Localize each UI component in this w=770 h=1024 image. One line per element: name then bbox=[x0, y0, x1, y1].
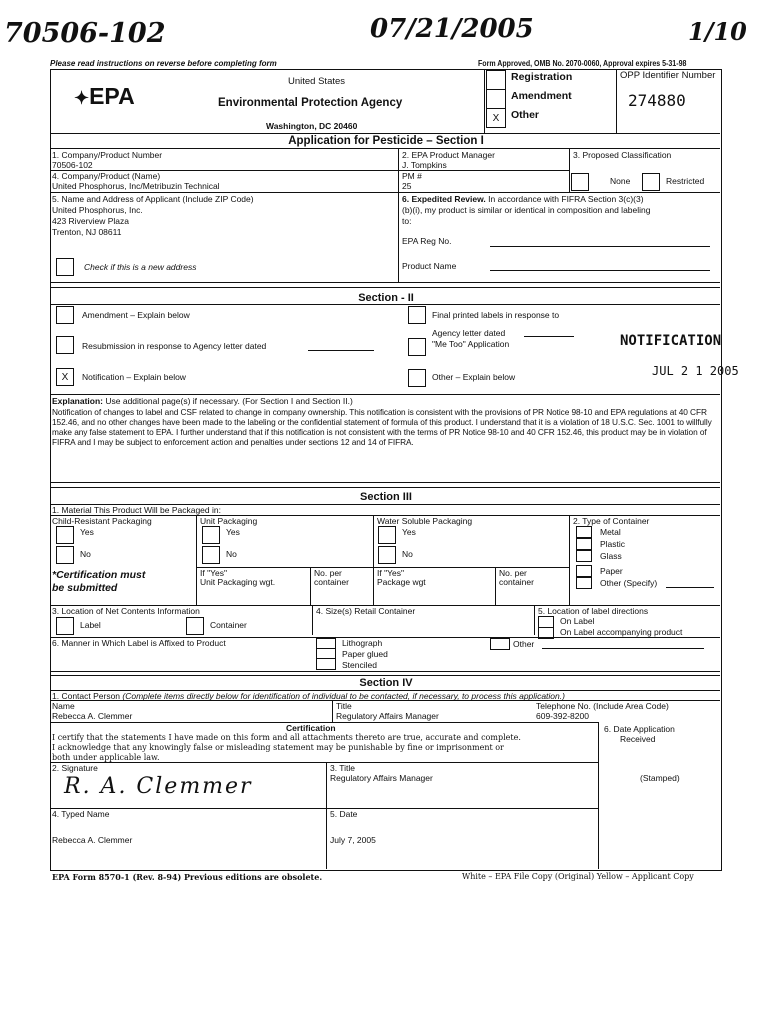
epa-application-form bbox=[50, 59, 739, 882]
plastic-label: Plastic bbox=[600, 539, 626, 549]
metal-checkbox[interactable] bbox=[576, 526, 592, 538]
water-soluble-yes-checkbox[interactable] bbox=[378, 526, 396, 544]
telephone-label: Telephone No. (Include Area Code) bbox=[536, 701, 669, 711]
paper-label: Paper bbox=[600, 566, 623, 576]
registration-checkbox[interactable] bbox=[486, 70, 506, 90]
section-iv-title: Section IV bbox=[359, 677, 413, 689]
me-too-label: "Me Too" Application bbox=[432, 339, 510, 349]
registration-label: Registration bbox=[511, 71, 573, 83]
expedited-review-label: 6. Expedited Review. In accordance with FIFRA Section 3(c)(3) bbox=[402, 194, 644, 204]
agency-letter-date-field[interactable] bbox=[524, 336, 574, 337]
certification-line2: I acknowledge that any knowingly false or misleading statement may be punishable by fine or imprisonment or bbox=[52, 743, 504, 752]
stenciled-label: Stenciled bbox=[342, 660, 377, 670]
typed-name-value: Rebecca A. Clemmer bbox=[52, 835, 133, 845]
typed-name-label: 4. Typed Name bbox=[52, 809, 110, 819]
lithograph-label: Lithograph bbox=[342, 638, 383, 648]
pm-number-label: PM # bbox=[402, 171, 422, 181]
date-value: July 7, 2005 bbox=[330, 835, 376, 845]
child-resistant-yes-checkbox[interactable] bbox=[56, 526, 74, 544]
affix-other-field[interactable] bbox=[542, 648, 704, 649]
certification-must-line1: *Certification must bbox=[52, 569, 146, 581]
expedited-review-line3: to: bbox=[402, 216, 412, 226]
water-soluble-no-label: No bbox=[402, 549, 413, 559]
me-too-checkbox[interactable] bbox=[408, 338, 426, 356]
omb-approval: Form Approved, OMB No. 2070-0060, Approval expires 5-31-98 bbox=[478, 59, 687, 68]
company-product-number-label: 1. Company/Product Number bbox=[52, 150, 163, 160]
other-explain-label: Other – Explain below bbox=[432, 372, 516, 382]
amendment-explain-label: Amendment – Explain below bbox=[82, 310, 190, 320]
agency-letter-label: Agency letter dated bbox=[432, 328, 506, 338]
applicant-address-line2: 423 Riverview Plaza bbox=[52, 216, 130, 226]
unit-packaging-no-label: No bbox=[226, 549, 237, 559]
water-if-yes: If "Yes" bbox=[377, 568, 404, 578]
unit-container: container bbox=[314, 577, 349, 587]
unit-packaging-yes-checkbox[interactable] bbox=[202, 526, 220, 544]
other-label: Other bbox=[511, 109, 540, 121]
net-contents-location-label: 3. Location of Net Contents Information bbox=[52, 606, 200, 616]
date-label: 5. Date bbox=[330, 809, 358, 819]
section-iii-title: Section III bbox=[360, 491, 412, 503]
certification-heading: Certification bbox=[286, 723, 336, 733]
final-labels-checkbox[interactable] bbox=[408, 306, 426, 324]
none-label: None bbox=[610, 176, 631, 186]
signature: R. A. Clemmer bbox=[64, 774, 253, 799]
new-address-label: Check if this is a new address bbox=[84, 262, 197, 272]
opp-identifier-label: OPP Identifier Number bbox=[620, 70, 716, 81]
product-name-field[interactable] bbox=[490, 270, 710, 271]
metal-label: Metal bbox=[600, 527, 621, 537]
epa-logo-text: EPA bbox=[89, 83, 135, 109]
glass-label: Glass bbox=[600, 551, 622, 561]
restricted-label: Restricted bbox=[666, 176, 705, 186]
explanation-text: Notification of changes to label and CSF related to change in company ownership. This notification is consistent with the provisions of PR Notice 98-10 and EPA regulations at 40 CFR 152.46, and no other changes have been made to the labeling or the confidential statement of formula of this product. I understand that it is a violation of 18 U.S.C. Sec. 1001 to willfully make any false statement to EPA. I further understand that if this notification is not consistent with the terms of PR Notice 98-10 and 40 CFR 152.46, this product may be in violation of FIFRA and I may be subject to enforcement action and penalties under sections 12 and 14 of FIFRA. bbox=[52, 407, 712, 447]
pm-number-value: 25 bbox=[402, 181, 412, 191]
title3-label: 3. Title bbox=[330, 763, 356, 773]
other-specify-checkbox[interactable] bbox=[576, 577, 592, 589]
water-container: container bbox=[499, 577, 534, 587]
water-no-per: No. per bbox=[499, 568, 527, 578]
applicant-address-line1: United Phosphorus, Inc. bbox=[52, 205, 143, 215]
child-resistant-no-label: No bbox=[80, 549, 91, 559]
net-label-label: Label bbox=[80, 620, 101, 630]
epa-logo-icon: ✦ bbox=[74, 88, 90, 108]
unit-packaging-no-checkbox[interactable] bbox=[202, 546, 220, 564]
unit-packaging-yes-label: Yes bbox=[226, 527, 240, 537]
certification-line1: I certify that the statements I have made on this form and all attachments thereto are true, accurate and complete. bbox=[52, 733, 521, 742]
contact-title-value: Regulatory Affairs Manager bbox=[336, 711, 439, 721]
child-resistant-label: Child-Resistant Packaging bbox=[52, 516, 152, 526]
on-label-label: On Label bbox=[560, 616, 595, 626]
label-affixed-label: 6. Manner in Which Label is Affixed to Product bbox=[52, 638, 226, 648]
other-specify-field[interactable] bbox=[666, 587, 714, 588]
unit-if-yes: If "Yes" bbox=[200, 568, 227, 578]
stamped-label: (Stamped) bbox=[640, 773, 680, 783]
amendment-explain-checkbox[interactable] bbox=[56, 306, 74, 324]
company-product-number-value: 70506-102 bbox=[52, 160, 93, 170]
water-soluble-no-checkbox[interactable] bbox=[378, 546, 396, 564]
type-of-container-label: 2. Type of Container bbox=[573, 516, 650, 526]
handwritten-page-count: 1/10 bbox=[688, 17, 747, 46]
company-product-name-value: United Phosphorus, Inc/Metribuzin Technical bbox=[52, 181, 220, 191]
opp-identifier-value: 274880 bbox=[628, 91, 686, 110]
epa-reg-no-label: EPA Reg No. bbox=[402, 236, 452, 246]
company-product-name-label: 4. Company/Product (Name) bbox=[52, 171, 161, 181]
epa-product-manager-label: 2. EPA Product Manager bbox=[402, 150, 495, 160]
epa-reg-no-field[interactable] bbox=[490, 246, 710, 247]
unit-packaging-label: Unit Packaging bbox=[200, 516, 258, 526]
epa-logo bbox=[74, 85, 135, 108]
glass-checkbox[interactable] bbox=[576, 550, 592, 562]
contact-name-value: Rebecca A. Clemmer bbox=[52, 711, 133, 721]
material-label: 1. Material This Product Will be Packaged in: bbox=[52, 505, 221, 515]
amendment-label: Amendment bbox=[511, 90, 572, 102]
stenciled-checkbox[interactable] bbox=[316, 658, 336, 670]
explanation-heading: Explanation: Use additional page(s) if necessary. (For Section I and Section II.) bbox=[52, 396, 353, 406]
new-address-checkbox[interactable] bbox=[56, 258, 74, 276]
label-directions-location: 5. Location of label directions bbox=[538, 606, 649, 616]
child-resistant-no-checkbox[interactable] bbox=[56, 546, 74, 564]
unit-packaging-wgt: Unit Packaging wgt. bbox=[200, 577, 276, 587]
notification-checkbox[interactable]: X bbox=[56, 368, 74, 386]
contact-person-heading: 1. Contact Person (Complete items directly below for identification of individual to be contacted, if necessary, to process this application.) bbox=[52, 691, 565, 701]
paper-glued-label: Paper glued bbox=[342, 649, 388, 659]
net-label-checkbox[interactable] bbox=[56, 617, 74, 635]
water-soluble-label: Water Soluble Packaging bbox=[377, 516, 473, 526]
title3-value: Regulatory Affairs Manager bbox=[330, 773, 433, 783]
telephone-value: 609-392-8200 bbox=[536, 711, 589, 721]
certification-line3: both under applicable law. bbox=[52, 753, 160, 762]
final-labels-label: Final printed labels in response to bbox=[432, 310, 560, 320]
proposed-classification-label: 3. Proposed Classification bbox=[573, 150, 672, 160]
child-resistant-yes-label: Yes bbox=[80, 527, 94, 537]
amendment-checkbox[interactable] bbox=[486, 89, 506, 109]
received-date-stamp: JUL 2 1 2005 bbox=[652, 364, 739, 378]
resubmission-checkbox[interactable] bbox=[56, 336, 74, 354]
unit-no-per: No. per bbox=[314, 568, 342, 578]
net-container-label: Container bbox=[210, 620, 247, 630]
net-container-checkbox[interactable] bbox=[186, 617, 204, 635]
other-specify-label: Other (Specify) bbox=[600, 578, 658, 588]
application-title: Application for Pesticide – Section I bbox=[288, 135, 484, 147]
agency-address: Washington, DC 20460 bbox=[266, 121, 358, 131]
resubmission-label: Resubmission in response to Agency letter dated bbox=[82, 341, 267, 351]
date-application-label: 6. Date Application bbox=[604, 724, 675, 734]
water-soluble-yes-label: Yes bbox=[402, 527, 416, 537]
agency-name: Environmental Protection Agency bbox=[218, 97, 403, 109]
affix-other-checkbox[interactable] bbox=[490, 638, 510, 650]
other-checkbox[interactable]: X bbox=[486, 108, 506, 128]
agency-united-states: United States bbox=[288, 76, 346, 87]
notification-label: Notification – Explain below bbox=[82, 372, 186, 382]
copy-distribution: White – EPA File Copy (Original) Yellow – Applicant Copy bbox=[462, 872, 694, 881]
none-checkbox[interactable] bbox=[571, 173, 589, 191]
received-label: Received bbox=[620, 734, 656, 744]
applicant-address-line3: Trenton, NJ 08611 bbox=[52, 227, 122, 237]
handwritten-product-number: 70506-102 bbox=[4, 18, 166, 49]
retail-size-label: 4. Size(s) Retail Container bbox=[316, 606, 416, 616]
product-name-label: Product Name bbox=[402, 261, 457, 271]
other-explain-checkbox[interactable] bbox=[408, 369, 426, 387]
section-ii-title: Section - II bbox=[358, 292, 414, 304]
expedited-review-line2: (b)(i), my product is similar or identical in composition and labeling bbox=[402, 205, 651, 215]
plastic-checkbox[interactable] bbox=[576, 538, 592, 550]
affix-other-label: Other bbox=[513, 639, 535, 649]
read-instructions: Please read instructions on reverse before completing form bbox=[50, 59, 277, 68]
resubmission-date-field[interactable] bbox=[308, 350, 374, 351]
paper-checkbox[interactable] bbox=[576, 565, 592, 577]
signature-label: 2. Signature bbox=[52, 763, 98, 773]
restricted-checkbox[interactable] bbox=[642, 173, 660, 191]
contact-name-label: Name bbox=[52, 701, 75, 711]
contact-title-label: Title bbox=[336, 701, 352, 711]
certification-must-line2: be submitted bbox=[52, 582, 118, 594]
epa-product-manager-value: J. Tompkins bbox=[402, 160, 447, 170]
water-package-wgt: Package wgt bbox=[377, 577, 426, 587]
applicant-address-label: 5. Name and Address of Applicant (Include ZIP Code) bbox=[52, 194, 254, 204]
notification-stamp: NOTIFICATION bbox=[620, 333, 722, 349]
form-identifier: EPA Form 8570-1 (Rev. 8-94) Previous editions are obsolete. bbox=[52, 872, 323, 882]
handwritten-date: 07/21/2005 bbox=[370, 14, 534, 44]
on-label-accompanying-label: On Label accompanying product bbox=[560, 627, 683, 637]
